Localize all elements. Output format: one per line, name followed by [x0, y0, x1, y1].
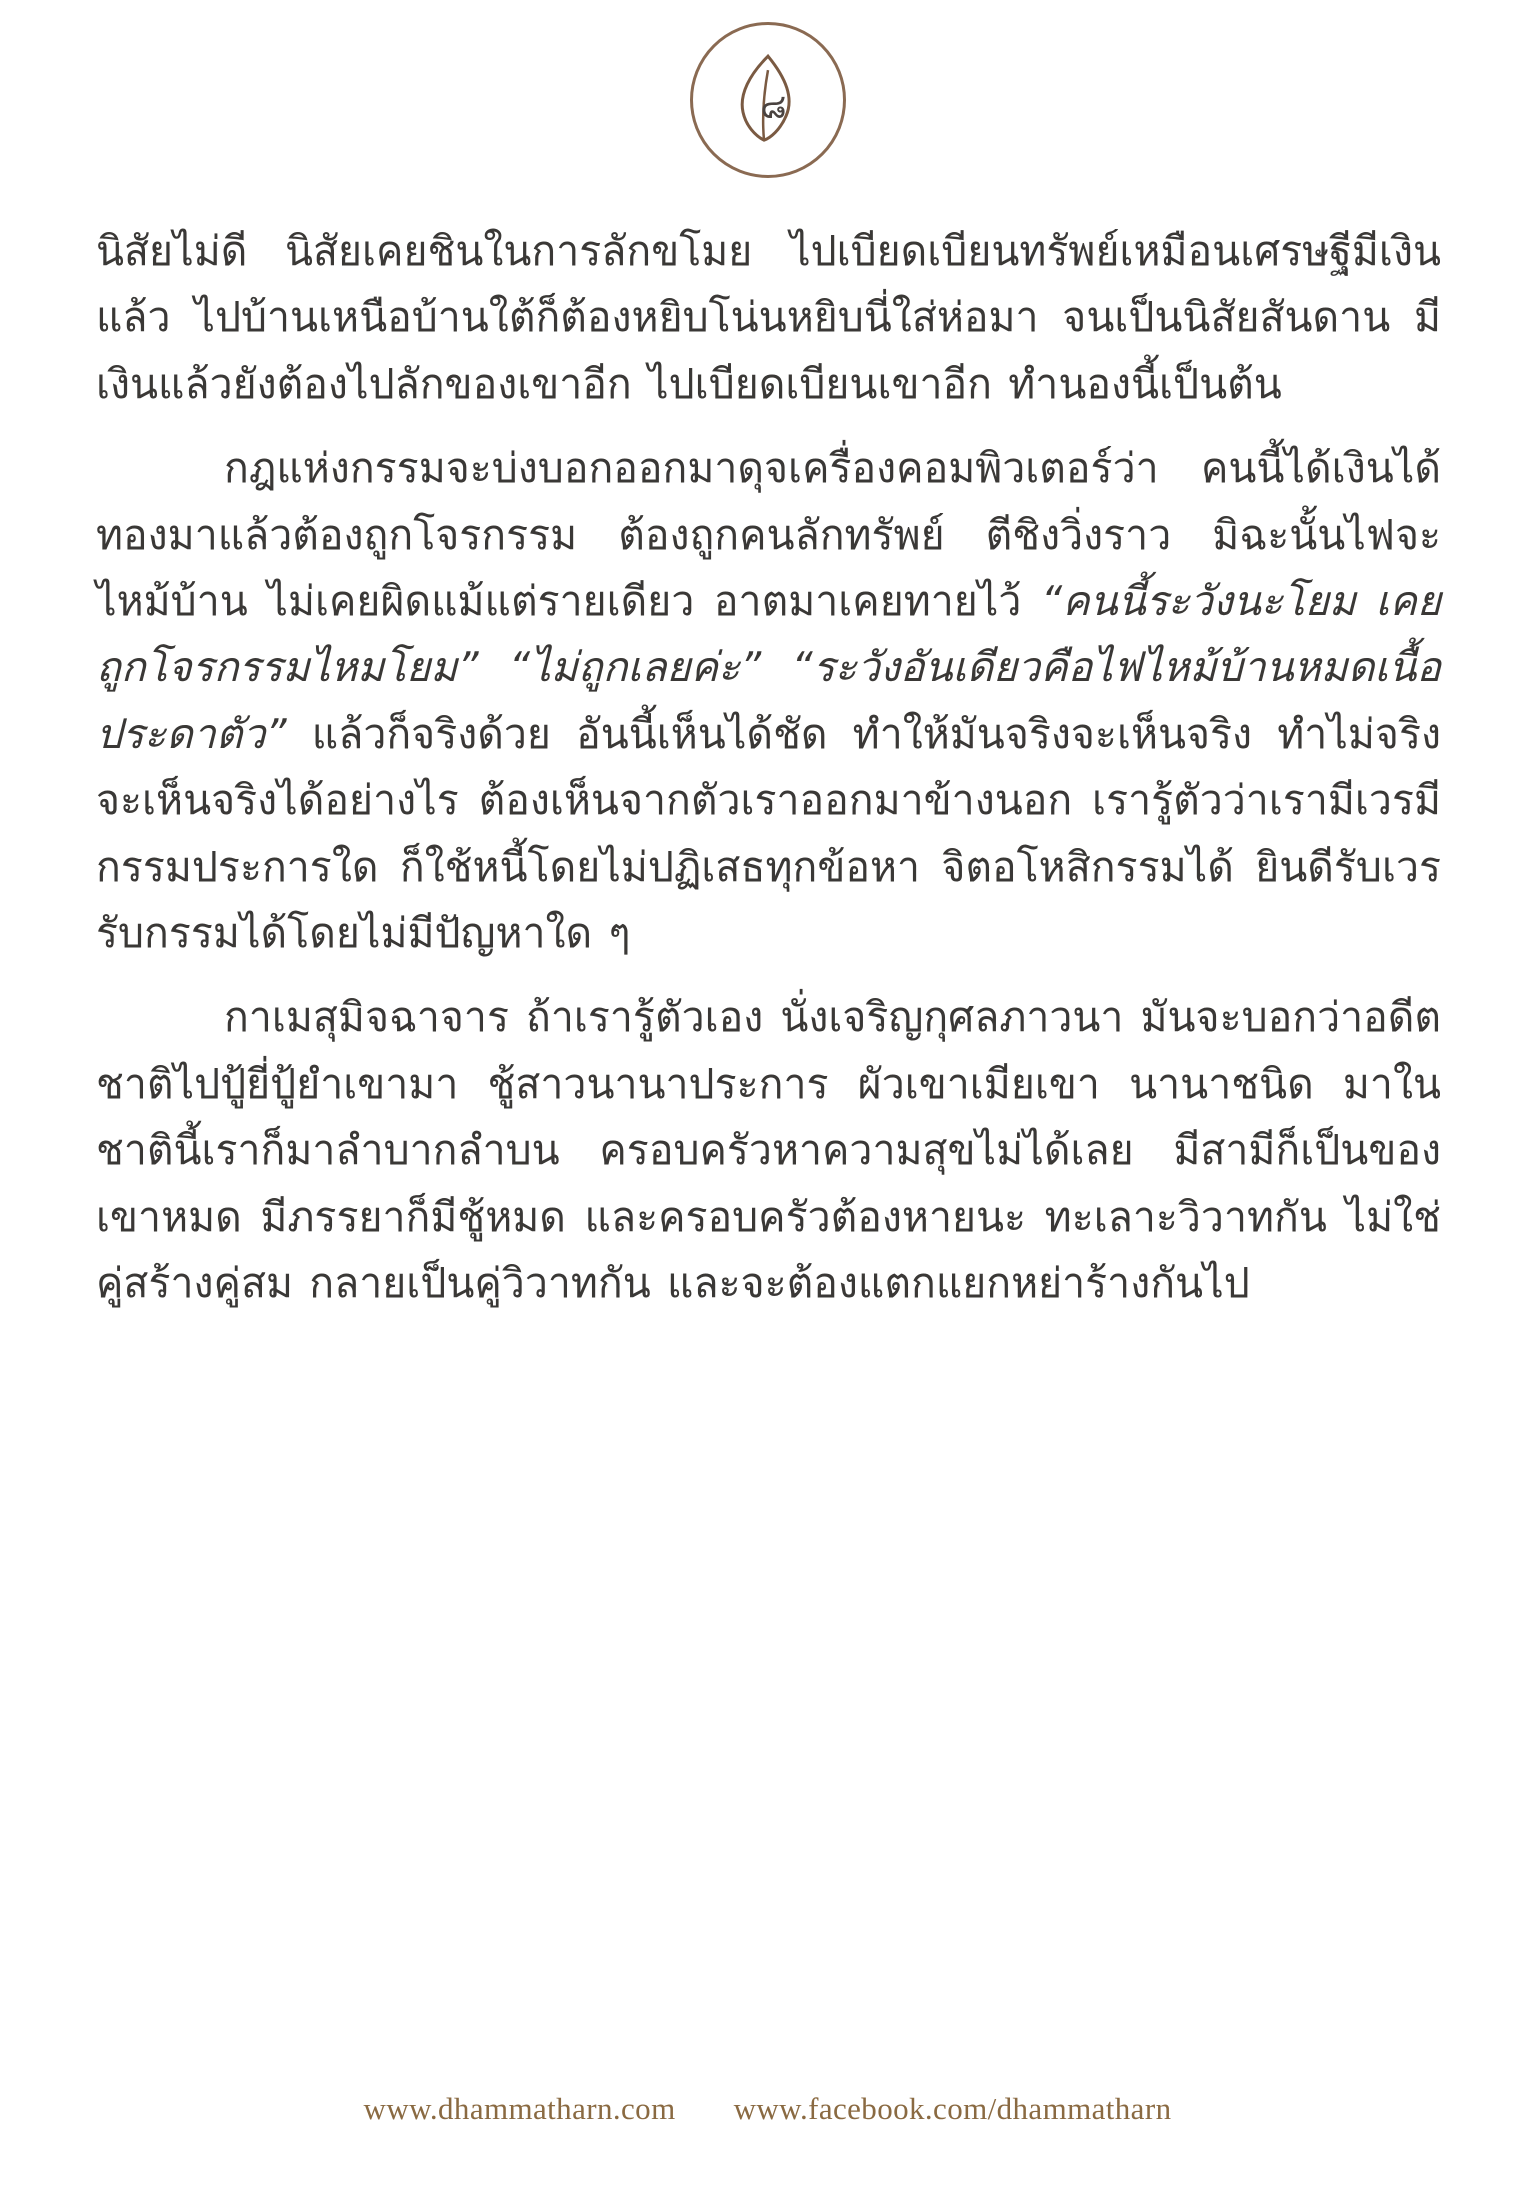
- paragraph-1-text: นิสัยไม่ดี นิสัยเคยชินในการลักขโมย ไปเบียดเบียนทรัพย์เหมือนเศรษฐีมีเงินแล้ว ไปบ้านเหนือบ้านใต้ก็ต้องหยิบโน่นหยิบนี่ใส่ห่อมา จนเป็นนิสัยสันดาน มีเงินแล้วยังต้องไปลักของเขาอีก ไปเบียดเบียนเขาอีก ทำนองนี้เป็นต้น: [96, 227, 1441, 408]
- footer-facebook-link[interactable]: www.facebook.com/dhammatharn: [733, 2091, 1172, 2126]
- paragraph-2-text-part-1: กฎแห่งกรรมจะบ่งบอกออกมาดุจเครื่องคอมพิวเตอร์ว่า คนนี้ได้เงินได้ทองมาแล้วต้องถูกโจรกรรม ต้องถูกคนลักทรัพย์ ตีชิงวิ่งราว มิฉะนั้นไฟจะไหม้บ้าน ไม่เคยผิดแม้แต่รายเดียว อาตมาเคยทายไว้: [96, 444, 1441, 626]
- footer-website-link[interactable]: www.dhammatharn.com: [363, 2091, 676, 2126]
- paragraph-3-text: กาเมสุมิจฉาจาร ถ้าเรารู้ตัวเอง นั่งเจริญกุศลภาวนา มันจะบอกว่าอดีตชาติไปปู้ยี่ปู้ยำเขามา ชู้สาวนานาประการ ผัวเขาเมียเขา นานาชนิด มาในชาตินี้เราก็มาลำบากลำบน ครอบครัวหาความสุขไม่ได้เลย มีสามีก็เป็นของเขาหมด มีภรรยาก็มีชู้หมด และครอบครัวต้องหายนะ ทะเลาะวิวาทกัน ไม่ใช่คู่สร้างคู่สม กลายเป็นคู่วิวาทกัน และจะต้องแตกแยกหย่าร้างกันไป: [96, 993, 1441, 1308]
- paragraph-3: [96, 984, 1441, 1316]
- page-header: [0, 22, 1535, 178]
- lotus-leaf-emblem: [690, 22, 846, 178]
- paragraph-1: [96, 218, 1441, 417]
- paragraph-2-quote: “คนนี้ระวังนะโยม เคยถูกโจรกรรมไหมโยม” “ไม่ถูกเลยค่ะ” “ระวังอันเดียวคือไฟไหม้บ้านหมดเนื้อประดาตัว”: [96, 577, 1441, 758]
- page-number: ๘: [760, 87, 787, 127]
- paragraph-2-text-part-2: แล้วก็จริงด้วย อันนี้เห็นได้ชัด ทำให้มันจริงจะเห็นจริง ทำไม่จริงจะเห็นจริงได้อย่างไร ต้องเห็นจากตัวเราออกมาข้างนอก เรารู้ตัวว่าเรามีเวรมีกรรมประการใด ก็ใช้หนี้โดยไม่ปฏิเสธทุกข้อหา จิตอโหสิกรรมได้ ยินดีรับเวรรับกรรมได้โดยไม่มีปัญหาใด ๆ: [96, 709, 1441, 958]
- document-body: [96, 218, 1441, 1317]
- paragraph-2: [96, 435, 1441, 966]
- page-footer: [0, 2091, 1535, 2127]
